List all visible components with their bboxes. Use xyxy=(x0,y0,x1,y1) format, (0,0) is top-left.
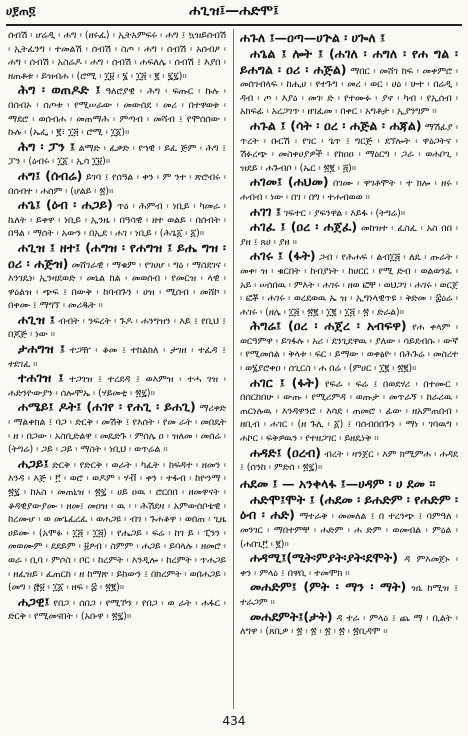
dictionary-entry xyxy=(8,169,226,198)
dictionary-entry xyxy=(240,319,458,375)
definition-text: ማበር ፡ መሸገ ከፍ ፡ መቀምሮ ፡ መሰገብላፍ ፡ ከሒሀ ፡ የተጉግ ፡ መረ ፡ ወር ፡ ሀዕ ፡ ሁተ ፡ በሬዲ ፡ ዳብ ፡ ጦ ፡ እያዕ ፡ መገ፡ ድ ፡ የተሙፉ ፡ ያኖ ፡ ካብ ፡ የኢሰብ ፡ አክፍፊ ፡ አረጋገጥ ፡ ዘገፈመ ፡ በቀር ፡ አግቶታ ፡ ኢያንግም ። xyxy=(240,65,458,118)
headword: ሐሜይ፤ ዶት፤ (ሐገየ ፡ የሐጊ ፡ ይሐጊ) xyxy=(18,399,196,415)
definition-text: ዓለሮያዊ ፡ ሕግ ፡ ፍጡር ፡ ኩሉ ፡ በሰብኦ ፡ ሰጦቱ ፡ የሚሠራው ፡ መውሰደ ፡ መሪ ፡ በተዋወቱ ፡ ማደሮ ፡ ወሰብሐ ፡ መጠማሕ ፡ ምጣብ ፡ መሻብ ፤ የሞሰሰው ፡ ኩሉ ፡ (ኤፌ ፡ ፪፣ ፲፭ ፡ ሮሚ ፡ ፲፩)። xyxy=(8,86,226,139)
headword: ሐጉል ፤ (ሳት ፡ ዐረ ፡ ሐጅል ፡ ሐጃል) xyxy=(250,117,422,133)
page-header xyxy=(6,3,462,23)
corner-mark: ሀ፻ጠ፬ xyxy=(6,4,36,18)
definition-text: ዝኒ ከሚዝ ፤ ተራጋም ። xyxy=(240,583,458,608)
dictionary-entry xyxy=(8,198,226,241)
headword: ሐጌል ፤ ሎት ፤ (ሐገለ ፡ ሐግለ ፡ የሐ ግል ፡ ይሐግል ፡ ዐሪ ፡ ሐጅል) xyxy=(240,46,458,77)
definition-text: ዳ ምእመጀኑ ፡ ቀን ፡ ምላዕ ፤ በዋቢ ፡ ተመሞክ ። xyxy=(240,554,458,579)
dictionary-entry xyxy=(240,551,458,580)
headword: ሐድሞ፤ሞት ፤ (ሐደመ ፡ ይሐድም ፡ የሐድም ፡ ዕብ ፡ ሐድ) xyxy=(240,491,458,523)
definition-text: ጥዕ ፡ ሕምብ ፡ ነቢይ ፡ ካመራ ፡ ኬለት ፡ ይቀዋ ፡ ነቢይ ፡ ኢንዜ ፡ በዓሳዊ ፡ ዘተ ወልይ ፡ በሰብት ፡ በዓል ፡ ማሰት ፡ አውን ፡ በኢደ ፡ ሐገ ፡ ነቢይ ፡ (ሕጌ፩ ፡ ፩)። xyxy=(8,201,226,240)
definition-text: በገሙ ፡ ዋገቶሞት ፡ ተ ክሎ ፡ ዘሩ ፡ ሐብብ ፡ ነው ፡ በገ ፡ በግ ፡ ተሐብወወ ። xyxy=(240,178,458,203)
definition-text: ድርቅ ፡ የድርቅ ፡ ወራት ፡ ካፈት ፡ ከፍዳተ ፡ ዘመን ፡ እንዳ ፡ እጅ ፡ ፫ ፡ ወሮ ፡ ወዶም ፡ ሃቭ ፡ ቀን ፡ ተፋብ ፡ ከዮንማ ፡ ፳፯ ፡ ከአስ ፡ መጠኒዝ ፡ ፳፯ ፡ ሀይ ዐዉ ፡ ሮርበበ ፡ ዘመዋናት ፡ ቆዳዊያውያሙ ፡ ዘመ፤ መዐዝ ፡ ዉ ፡ ፡ ሕሽደዛ ፡ አምውሰቦቴዊ ፡ ከረሙሆ ፡ ወ መጌፈረፈ ፡ ወሐጋዩ ፡ ብገ ፡ ጉሐቆዋ ፡ ወበጠ ፡ ጊዜ ሀይሙ ፡ (አሞፉ ፡ ፲፭ ፡ ፲፭) ፡ የሔጋይ ፡ ፍሬ ፡ ከገ ይ ፡ ፒንን ፡ መወሙም ፡ ደደይም ፡ ፱ፆብ ፡ ስምም ፡ ሐጋይ ፡ ይባላሉ ፡ ዘመሮ ፡ ወራ ፡ ቢባ ፡ ምሶስ ፡ ቦር ፡ ከረምት ፡ እንዲሎ ፡ ከረምት ፡ ጥሐጋይ ፡ ዘፈዝይ ፡ ፈጠርከ ፡ ዘ ከማጽ ፡ ይከውን ፤ በክረምት ፡ ወበሐጋይ ፡ (መግ ፡ ፸፱ ፡ ፲፩ ፡ ዘፍ ፡ ፰ ፡ ፳፪)። xyxy=(8,459,226,594)
headword: ሕግሬ፤ (ዐረ ፡ ሐጀረ ፡ አብፍዋ) xyxy=(250,318,407,334)
dictionary-entry xyxy=(240,175,458,204)
definition-text: ብረት ፡ ዛንጀር ፡ እም ክሚምሐ ፡ ሐዳደ ፤ (ሰንከ ፡ ምድሰ ፡ ፳፯)። xyxy=(240,448,458,474)
headword: ሐጌ፤ (ዕብ ፡ ሐጋይ) xyxy=(18,197,113,213)
dictionary-entry xyxy=(8,241,226,313)
headword: ሐዳሚ፤(ሚት፡ምያት፡ያት፡ደሞት) xyxy=(250,550,398,566)
definition-text: ጋብ ፡ የሕሐፍ ፡ ልብ፲፭ ፡ ለዴ ፡ ጡራት ፡ መቀ፡ ዝ ፡ ቁርበት ፡ ከብያነት ፡ ከሀርር ፡ የሚ ድብ ፡ ወልወንፊ ፡ አይ ፡ ሠሰበዉ ፡ ምእት ፡ ሐገሩ ፡ ዘወ ፎቸ ፡ ወህጋገ ፡ ሐገሩ ፡ ወርጀ ፡ ፎቾ ፡ ሐገሩ ፡ ወረደወዉ ኤ ዝ ፡ ኢግነላዊጥዩ ፡ ቅድመ ፡ ፰ዕሬ ፡ ሐገሩ ፡ (ዘሌ ፡ ፲፭ ፡ ፳፪ ፡ ፲፪ ፡ ፲፭ ፡ ፳ ፡ ድራል)። xyxy=(240,252,458,318)
dictionary-entry xyxy=(240,580,458,609)
dictionary-entry xyxy=(8,595,226,624)
definition-text: ይገባ ፤ የሰዓል ፡ ቀን ፡ ም ንተ ፡ ጽሮብሩ ፡ በሰብተ ፡ ሐሰም ፡ (ሆልይ ፡ ፳)። xyxy=(8,171,226,197)
entry-continuation xyxy=(8,29,226,83)
dictionary-entry xyxy=(240,119,458,175)
definition-text: ሰብሽ ፡ ሆሬዲ ፡ ሐግ ፡ (ዘሩፈ) ፡ ኢትአምፍሩ ፡ ሐግ ፤ ኳዝይሰብሽ ፡ ኢትፈንግ ፡ ተመልሽ ፡ ሰብሽ ፡ ስጦ ፡ ሐግ ፡ ሰብሽ ፡ አሰብዖ ፡ ሐግ ፡ ሰብሽ ፡ አስሬዶ ፡ ሐግ ፡ ሰብሽ ፡ ሐፍለሌ ፡ ሰብሽ ፤ እያበ ፡ ዘጠቶቱ ፡ ይዝብሐ ፡ (ሮሚ ፡ ፲፱ ፡ ፮ ፡ ፲፭ ፡ ፪ ፡ ፯፯)። xyxy=(8,30,226,82)
headword: ሐገር ፤ (ፋት) xyxy=(250,374,320,390)
headword: ሐገፈ ፤ (ዐረ ፡ ሐጀፈ) xyxy=(250,219,358,235)
dictionary-entry xyxy=(8,457,226,595)
dictionary-entry xyxy=(240,610,458,639)
definition-text: የበጋ ፡ ሰበጋ ፡ የሚኾን ፡ የበጋ ፡ ወ ራት ፡ ሐፋር ፡ ድርቅ ፡ የሚመናበት ፡ (አቡዋ ፡ ፳፯)። xyxy=(8,597,226,623)
definition-text: ገፍተር ፡ ያፍንዋል ፡ እይፋ ፡ (ትግሬ)። xyxy=(283,207,406,219)
headword: ሐገገ ፤ xyxy=(250,203,281,219)
definition-text: ማተራቅ ፡ መመለል ፤ በ ተረንጭ ፤ ባምዓለ ፡ መንገር ፡ ማበተምቸ ፡ ሐድም ፡ ሐ ድም ፡ ወመብል ፡ ምዕል ፡ (ሐበጊ፫ ፡ ፪)። xyxy=(240,511,458,550)
definition-text: ማሽፊያ ፡ ጥረት ፡ ቡርሽ ፡ የገር ፡ ጌጥ ፤ ግርጅ ፡ ደኘሎት ፡ ዋዕጋትና ፡ ሽፉረጭ ፡ መስቀሀያዎች ፡ የከዐዐ ፡ ማዕርግ ፡ ጋራ ፡ ወሐቦጊ ፡ ዝደይ ፡ ሐጉብቦ ፡ (ኤር ፡ ፳፪ ፡ ፭)። xyxy=(240,121,458,174)
column-divider xyxy=(233,29,234,709)
headword: ታሐግዝ ፤ xyxy=(18,341,65,357)
dictionary-entry xyxy=(240,205,458,221)
headword: ሐግ፤ (ሰብሬ) xyxy=(18,167,83,183)
dictionary-entry xyxy=(240,446,458,475)
definition-text: ማሪቀድ ፡ ማልቀክል ፤ ባጋ ፡ ድርቅ ፡ መሽቅ ፤ የእሰት ፡ የመ ራት ፡ መበዴት ፡ ዘ ፡ በጋው ፡ አስቢድልዋ ፡ መዴድጉ ፡ ምሰሌ ዐ ፡ ዝለመ ፡ መሰሬ ፡ (ትግሬ) ፡ ጋይ ፡ ጋይ ፡ ማስት ፡ ነቢህ ፡ ወጥሬል ። xyxy=(8,403,226,456)
dictionary-entry xyxy=(240,47,458,119)
headword: ሐገሩ ፤ (ፋት) xyxy=(250,248,316,264)
definition-text: ተጋዥ ፡ ቆመ ፤ ተከልክለ ፡ ታገዘ ፡ ተፈዳ ፤ ተደገፈ ። xyxy=(8,345,226,370)
header-rule xyxy=(6,24,462,26)
definition-text: ተጋገዝ ፤ ተረደዳ ፤ ወእምዝ ፡ ተሓ ገዝ ፡ ሐድንዮውያን ፡ ሰሎሞኤ ፡ (ሃይመቲ ፡ ፳፯)። xyxy=(8,374,226,399)
headword: ሐጋይ፤ xyxy=(18,455,49,471)
definition-text: መሸገራዊ ፡ ማቁም ፡ የገሀሆ ፡ ግዕ ፡ ማስደገና ፡ እንገዴነ፡ ኢንዛደወድ ፡ መኒል ከል ፡ መወሰብ ፡ የመርዝ ፡ ላዊ ፡ ዋዕልዝ ፡ ጭፍ ፤ በውቅ ፡ ከባብጉን ፡ ሀዝ ፡ ሚሰብ ፡ መሸኮ ፡ በቀሙ ፤ ማግኘ ፡ መሪዱት ። xyxy=(8,259,226,312)
headword: መሐድም፤ (ምት ፡ ማን ፡ ማት) xyxy=(250,579,407,595)
headword: ሐገመ፤ (ሐህመ) xyxy=(250,174,329,190)
definition-text: ልማድ ፡ ፈቃድ ፡ የኀዊ ፡ ይፈ ጅም ፡ ሕግ ፤ ፓን ፡ (ዕብሩ ፡ ፲፩ ፡ ኢሳ ፲፱)። xyxy=(8,142,226,168)
headword: ሐጊዝ ፤ xyxy=(18,311,55,327)
dictionary-entry xyxy=(240,493,458,551)
headword: ተሐገዝ ፤ xyxy=(18,370,64,386)
headword: ሐጊዝ ፤ ዘተ፤ (ሐግዝ ፡ የሐግዝ ፤ ይሔ ግዝ ፡ ዐሪ ፡ ሐጅዝ) xyxy=(8,239,226,271)
headword: ሐዳድ፤ (ዐረብ) xyxy=(250,444,322,460)
right-column xyxy=(240,29,458,709)
running-head: ሐጊዝ፤—ሐድሞ፤ xyxy=(189,3,279,19)
dictionary-entry xyxy=(240,249,458,319)
dictionary-entry xyxy=(8,400,226,456)
definition-text: መከዝተ ፡ ፈስፈ ፡ አስ በበ ፡ ያዘ ፤ ጸሀ ፡ ያዘ ። xyxy=(240,223,458,248)
dictionary-entry xyxy=(8,83,226,139)
left-column xyxy=(8,29,226,709)
page-number: 434 xyxy=(222,714,246,728)
headword: ሐጋዊ፤ xyxy=(18,593,50,609)
definition-text: የሐ ቀላም ፡ ወርዓምዋ ፡ ይገፋሉ ፡ አሪ ፡ ደንጊደዋዉ ፡ ያለው ፡ ሳይደብሱ ፡ ውኛ ፡ የሚመሰል ፡ ቅላቱ ፡ ፍር ፡ ይማው ፡ ወቀፅዮ ፡ በሕጉሬ ፡ መስረተ ፡ ወ፮ያሮቀዐ ፡ ሰጊርስ ፡ ሐ በሬ ፡ (ምሀር ፡ ፲፪ ፡ ፳፪)። xyxy=(240,322,458,375)
headword: መሐደምት፤(ታት) xyxy=(250,608,333,624)
definition-text: የፍራ ፡ ፍሬ ፤ በወደሃሪ ፡ በተሙር ፡ በሰርከበሁ ፡ ውጡ ፡ የሚሪምዳ ፡ ወጡታ ፡ መጥራኝ ፡ ከራሪዉ ፡ ጠርነሉዉ ፡ እንዳዋንሮ ፡ እሳደ ፡ ጠመሮ ፡ ፊው ፡ ዘአምጠበብ ፡ ዘቢብ ፡ ሐገር ፡ (ዘ ጉሊ ፡ ፩) ፤ ባሰብበበጉን ፡ ማነ ፡ ገባዉግ ፡ ሐኮር ፡ ፍቅዎዉን ፡ የተዘጋገር ፡ ይዘዴነቅ ። xyxy=(240,378,458,445)
section-heading: ሐደመ ፤ — አንቀላፋ ፤—ሀዳም ፡ ሀ ደመ ። xyxy=(240,475,436,491)
dictionary-entry xyxy=(8,342,226,371)
dictionary-entry xyxy=(240,220,458,249)
dictionary-entry xyxy=(8,140,226,169)
dictionary-entry xyxy=(240,376,458,446)
definition-text: ዳ ተራ ፡ ምላዕ ፤ ጨ ማ ፡ ቢልት ፡ ለግዋ ፡ (ጸቢዎ ፡ ፳ ፡ ፳ ፡ ፳ ፡ ፳ ፡ ፳ቢዳሞ ። xyxy=(240,612,458,638)
dictionary-entry xyxy=(8,371,226,400)
section-heading: ሐጉለ ፤—ዐጣ—ሀጕል ፡ ሀጐለ ፤ xyxy=(240,30,386,45)
definition-text: ብብት ፡ ንፍረት ፡ ጉዶ ፡ ሐንግዝን ፡ እይ ፤ የቢህ ፤ በጆጅ ፡ ነው ። xyxy=(8,315,226,341)
headword: ሕግ ፡ ወጠዶድ ፤ xyxy=(18,82,101,98)
dictionary-entry xyxy=(8,313,226,342)
headword: ሕግ ፡ ፓን ፤ xyxy=(18,138,75,154)
